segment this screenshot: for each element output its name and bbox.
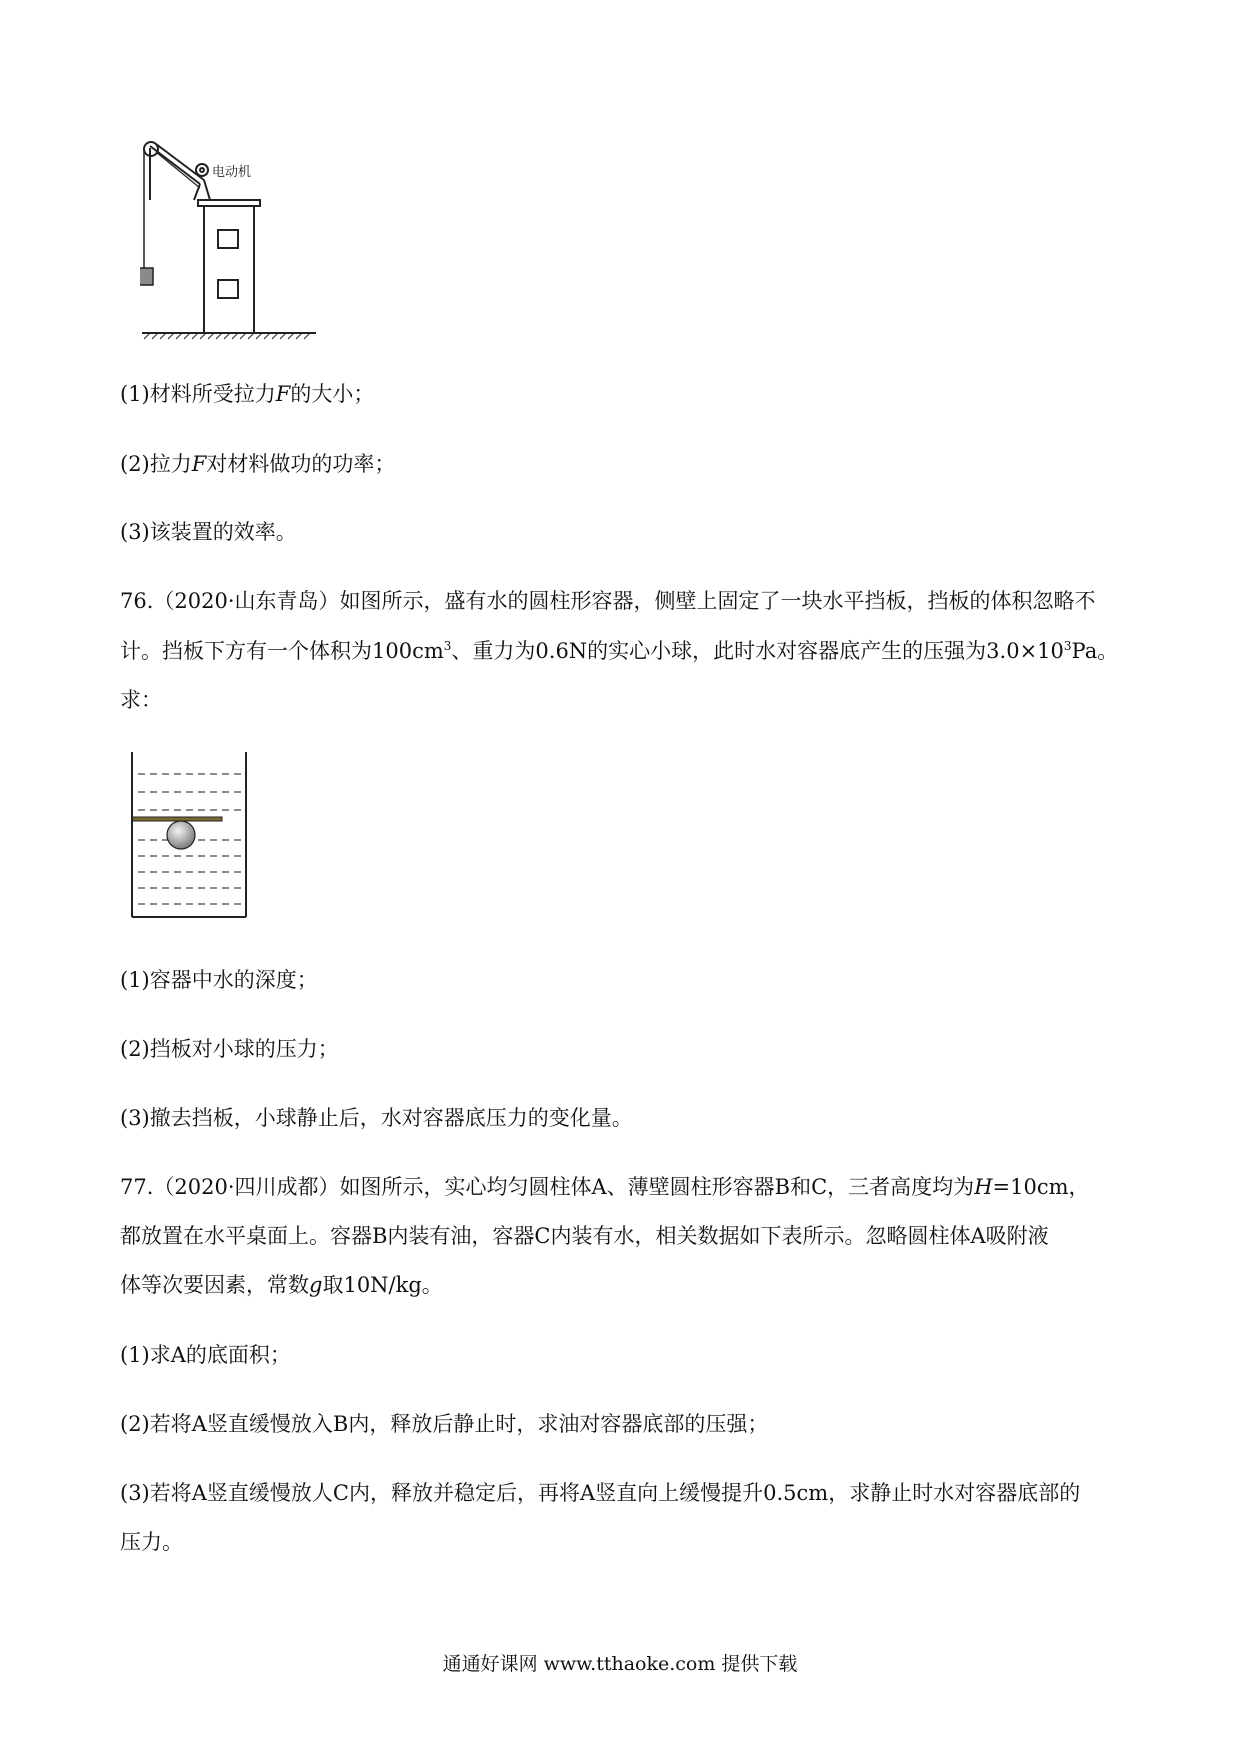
q77-stem-line-3: 体等次要因素，常数g取10N/kg。 <box>120 1273 443 1297</box>
q77-stem-line-2: 都放置在水平桌面上。容器B内装有油，容器C内装有水，相关数据如下表所示。忽略圆柱体A吸附液 <box>120 1224 1049 1248</box>
page-footer: 通通好课网 www.tthaoke.com 提供下载 <box>442 1653 798 1675</box>
q77-part-3-continued: 压力。 <box>120 1530 183 1554</box>
q77-part-3: (3)若将A竖直缓慢放人C内，释放并稳定后，再将A竖直向上缓慢提升0.5cm，求静止时水对容器底部的 <box>120 1481 1081 1505</box>
q77-part-2: (2)若将A竖直缓慢放入B内，释放后静止时，求油对容器底部的压强； <box>120 1412 769 1436</box>
q76-part-2: (2)挡板对小球的压力； <box>120 1037 339 1061</box>
q75-part-3: (3)该装置的效率。 <box>120 520 297 544</box>
q76-part-1: (1)容器中水的深度； <box>120 968 318 992</box>
q77-part-1: (1)求A的底面积； <box>120 1343 291 1367</box>
q76-stem-line-3: 求： <box>120 688 162 712</box>
q77-stem-line-1: 77.（2020·四川成都）如图所示，实心均匀圆柱体A、薄壁圆柱形容器B和C，三者高度均为H=10cm， <box>120 1175 1090 1199</box>
q76-part-3: (3)撤去挡板，小球静止后，水对容器底压力的变化量。 <box>120 1106 633 1130</box>
container-figure <box>130 752 250 922</box>
q76-stem-line-2: 计。挡板下方有一个体积为$100cm^3$、重力为0.6N的实心小球，此时水对容器底产生的压强为$3.0\times 10^3Pa$。 <box>120 639 1119 663</box>
q76-stem-line-1: 76.（2020·山东青岛）如图所示，盛有水的圆柱形容器，侧壁上固定了一块水平挡板，挡板的体积忽略不 <box>120 589 1096 613</box>
crane-figure <box>140 140 320 340</box>
q75-part-1: (1)材料所受拉力F的大小； <box>120 382 375 406</box>
motor-label: 电动机 <box>212 165 252 180</box>
q75-part-2: (2)拉力F对材料做功的功率； <box>120 452 396 476</box>
